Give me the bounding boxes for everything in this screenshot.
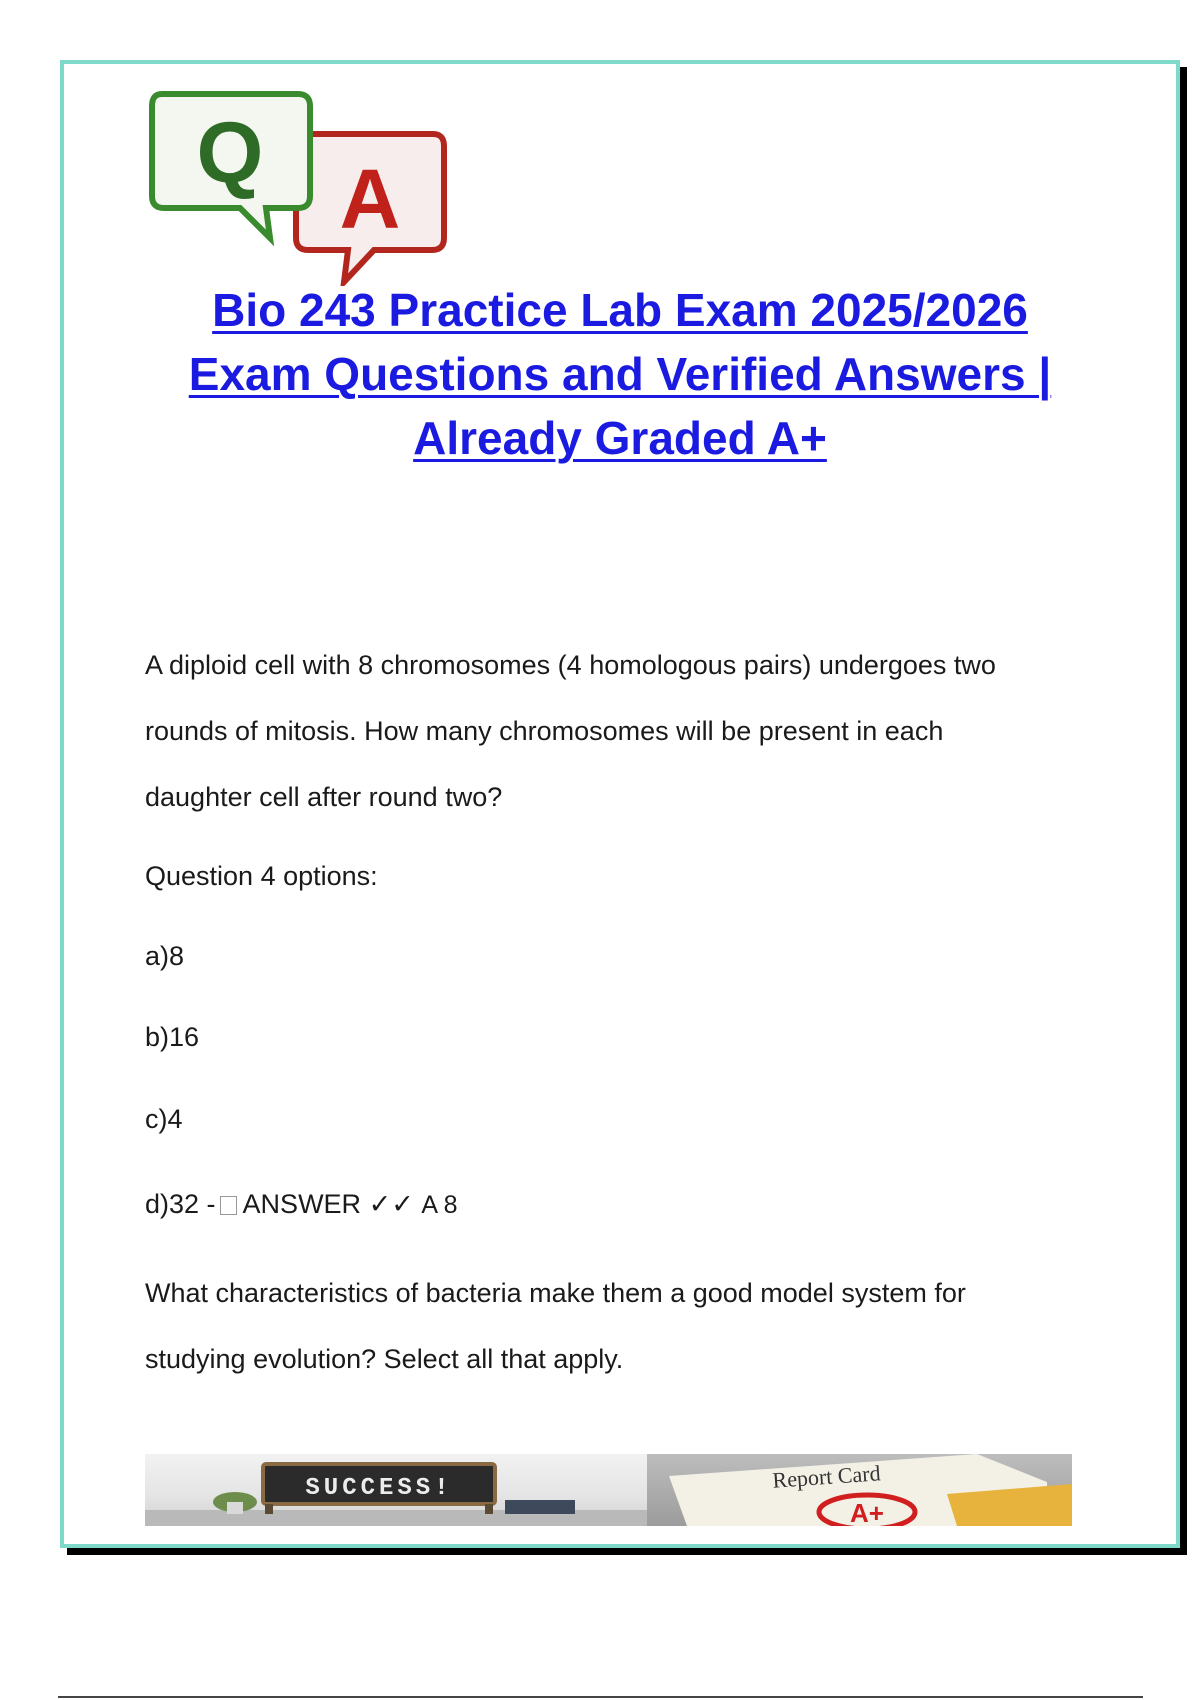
title-line-1: Bio 243 Practice Lab Exam 2025/2026 [212,284,1028,336]
checkbox-icon [220,1196,237,1215]
logo-a-letter: A [339,152,401,246]
option-d: d)32 - [145,1189,216,1219]
answer-value: A 8 [421,1191,458,1219]
logo-q-letter: Q [196,105,264,201]
success-sign-text: SUCCESS! [305,1475,453,1502]
title-line-3: Already Graded A+ [413,412,827,464]
qa-logo [148,86,478,286]
question-2-line: What characteristics of bacteria make them a good model system for [145,1278,966,1308]
document-title [150,278,1090,470]
option-a: a)8 [145,941,185,971]
question-1-line: daughter cell after round two? [145,782,503,812]
report-card-photo [647,1454,1072,1526]
question-1-line: rounds of mitosis. How many chromosomes will be present in each [145,716,944,746]
option-b: b)16 [145,1022,200,1052]
success-photo [145,1454,647,1526]
answer-label: ANSWER [242,1189,362,1219]
option-c: c)4 [145,1104,183,1134]
option-d-with-answer [145,1186,458,1223]
question-1-line: A diploid cell with 8 chromosomes (4 homologous pairs) undergoes two [145,650,996,680]
report-card-text: Report Card [771,1460,882,1493]
answer-bubble [296,134,444,282]
title-line-2: Exam Questions and Verified Answers | [188,348,1052,400]
report-card-grade: A+ [850,1498,884,1526]
question-2-text [145,1260,1075,1392]
question-1-text [145,632,1075,830]
check-marks-icon: ✓✓ [368,1189,414,1219]
footer-rule [58,1696,1143,1698]
banner-images [145,1454,1072,1526]
report-card-scene [647,1454,1072,1526]
success-scene [145,1454,647,1526]
question-bubble [152,94,310,238]
options-label: Question 4 options: [145,861,378,891]
question-2-line: studying evolution? Select all that apply. [145,1344,624,1374]
